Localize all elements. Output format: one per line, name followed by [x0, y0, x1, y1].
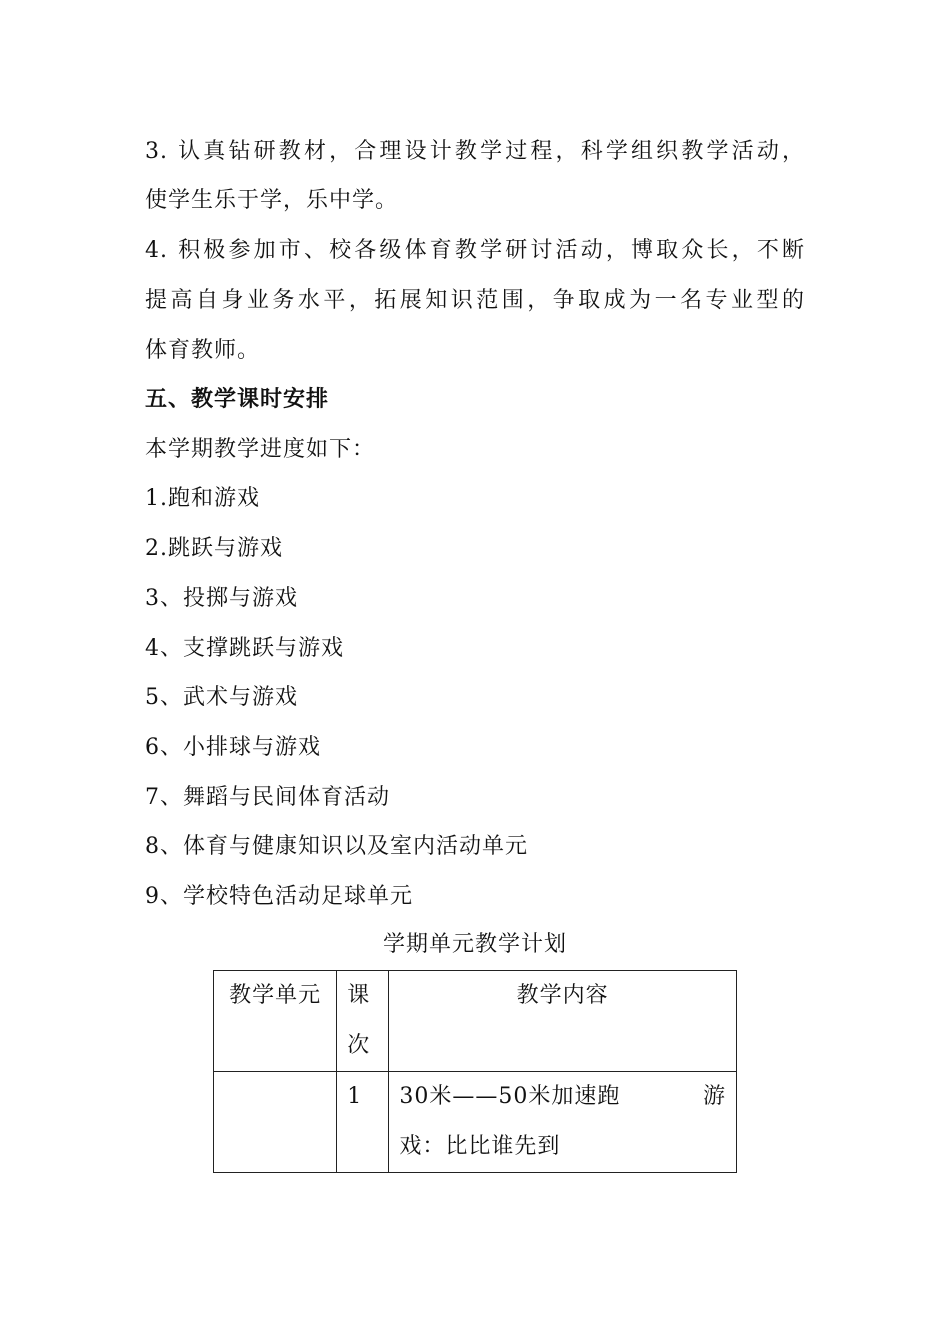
- schedule-item: 7、舞蹈与民间体育活动: [145, 785, 390, 810]
- schedule-item: 3、投掷与游戏: [145, 586, 298, 611]
- unit-plan-table: [213, 970, 737, 1173]
- schedule-item: 6、小排球与游戏: [145, 735, 321, 760]
- schedule-item: 9、学校特色活动足球单元: [145, 884, 413, 909]
- row-content-part-1: 30米——50米加速跑: [399, 1084, 621, 1109]
- schedule-item: 4、支撑跳跃与游戏: [145, 636, 344, 661]
- row-lesson: 1: [337, 1072, 389, 1173]
- header-lesson-text: 课次: [347, 983, 371, 1058]
- header-content: 教学内容: [389, 971, 737, 1072]
- paragraph-item-4-line-3: 体育教师。: [145, 338, 261, 363]
- schedule-item: 5、武术与游戏: [145, 685, 298, 710]
- row-content: [389, 1072, 737, 1173]
- table-caption: 学期单元教学计划: [382, 932, 567, 957]
- paragraph-item-4-line-1: 4. 积极参加市、校各级体育教学研讨活动，博取众长，不断: [145, 238, 805, 263]
- section-heading: 五、教学课时安排: [145, 386, 330, 412]
- row-content-part-2: 游: [702, 1084, 726, 1109]
- schedule-item: 2.跳跃与游戏: [145, 536, 283, 561]
- section-intro: 本学期教学进度如下：: [145, 437, 376, 462]
- paragraph-item-3-line-2: 使学生乐于学，乐中学。: [145, 188, 399, 213]
- paragraph-item-3-line-1: 3. 认真钻研教材，合理设计教学过程，科学组织教学活动，: [145, 139, 805, 164]
- schedule-item: 1.跑和游戏: [145, 486, 260, 511]
- table-header-row: [214, 971, 737, 1072]
- row-content-line-2: 戏：比比谁先到: [399, 1134, 561, 1159]
- header-lesson: [337, 971, 389, 1072]
- row-content-line-1: [399, 1072, 726, 1122]
- row-unit: [214, 1072, 337, 1173]
- paragraph-item-4-line-2: 提高自身业务水平，拓展知识范围，争取成为一名专业型的: [145, 288, 805, 313]
- schedule-item: 8、体育与健康知识以及室内活动单元: [145, 834, 528, 859]
- table-row: [214, 1072, 737, 1173]
- header-unit: 教学单元: [214, 971, 337, 1072]
